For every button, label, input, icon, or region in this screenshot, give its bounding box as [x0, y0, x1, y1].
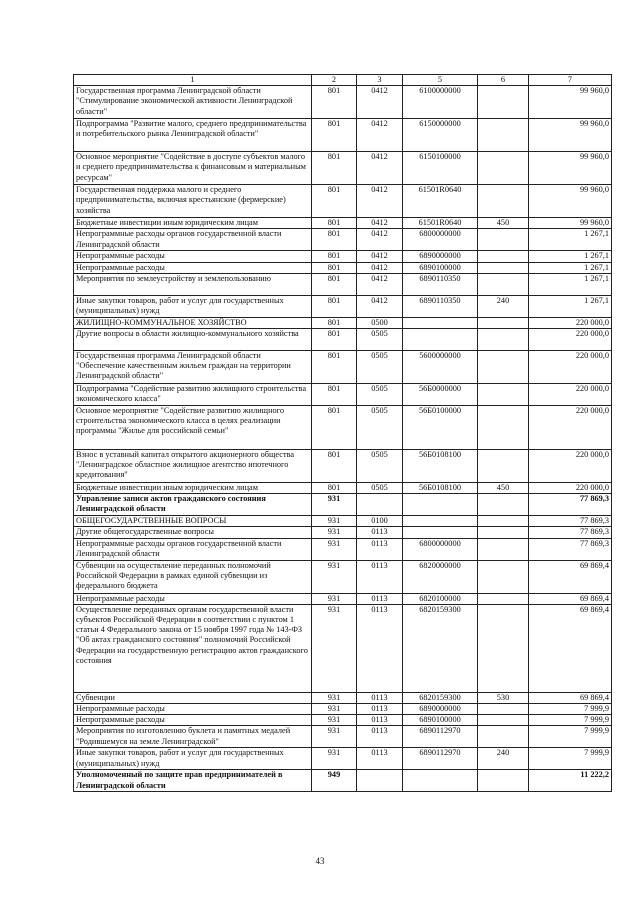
table-row [74, 295, 612, 317]
row-expense-type-cell [478, 604, 529, 692]
row-target-cell: 6820159300 [403, 604, 478, 692]
row-name-cell: Основное мероприятие "Содействие в доступе субъектов малого и среднего предпринимательства к финансовым и материальным ресурсам" [74, 152, 312, 185]
row-name-cell: Осуществление переданных органам государственной власти субъектов Российской Федерации в соответствии с пунктом 1 статьи 4 Федерального закона от 15 ноября 1997 года № 143-ФЗ "Об актах гражданского состояния" полномочий Российской Федерации на государственную регистрацию актов гражданского состояния [74, 604, 312, 692]
row-name-cell: ЖИЛИЩНО-КОММУНАЛЬНОЕ ХОЗЯЙСТВО [74, 317, 312, 328]
row-target-cell: 6890000000 [403, 704, 478, 715]
row-target-cell: 6800000000 [403, 538, 478, 560]
row-section-cell: 0113 [357, 692, 403, 703]
row-section-cell: 0113 [357, 527, 403, 538]
row-name-cell: Непрограммные расходы [74, 262, 312, 273]
table-row [74, 273, 612, 295]
row-amount-cell: 69 869,4 [529, 692, 612, 703]
row-target-cell [403, 329, 478, 351]
row-section-cell: 0412 [357, 218, 403, 229]
row-target-cell: 61501R0640 [403, 185, 478, 218]
table-row [74, 593, 612, 604]
row-section-cell: 0100 [357, 516, 403, 527]
row-amount-cell: 99 960,0 [529, 218, 612, 229]
row-name-cell: Управление записи актов гражданского состояния Ленинградской области [74, 494, 312, 516]
row-ved-cell: 931 [312, 494, 357, 516]
row-section-cell: 0412 [357, 262, 403, 273]
row-amount-cell: 99 960,0 [529, 119, 612, 152]
row-ved-cell: 931 [312, 604, 357, 692]
row-section-cell: 0505 [357, 329, 403, 351]
row-ved-cell: 801 [312, 384, 357, 406]
row-expense-type-cell: 240 [478, 748, 529, 770]
table-row [74, 229, 612, 251]
row-target-cell: 6890100000 [403, 715, 478, 726]
row-section-cell: 0505 [357, 483, 403, 494]
row-name-cell: Бюджетные инвестиции иным юридическим лицам [74, 483, 312, 494]
row-ved-cell: 801 [312, 86, 357, 119]
row-ved-cell: 801 [312, 273, 357, 295]
table-row [74, 351, 612, 384]
row-amount-cell: 1 267,1 [529, 273, 612, 295]
row-section-cell: 0113 [357, 748, 403, 770]
row-amount-cell: 7 999,9 [529, 715, 612, 726]
row-section-cell: 0505 [357, 450, 403, 483]
row-ved-cell: 801 [312, 329, 357, 351]
row-expense-type-cell [478, 715, 529, 726]
row-section-cell: 0412 [357, 273, 403, 295]
row-expense-type-cell [478, 86, 529, 119]
row-amount-cell: 77 869,3 [529, 538, 612, 560]
table-row [74, 483, 612, 494]
row-amount-cell: 1 267,1 [529, 251, 612, 262]
row-section-cell: 0505 [357, 406, 403, 450]
row-name-cell: ОБЩЕГОСУДАРСТВЕННЫЕ ВОПРОСЫ [74, 516, 312, 527]
table-row [74, 329, 612, 351]
row-name-cell: Иные закупки товаров, работ и услуг для государственных (муниципальных) нужд [74, 295, 312, 317]
row-expense-type-cell [478, 726, 529, 748]
row-target-cell: 6890110350 [403, 273, 478, 295]
row-section-cell [357, 770, 403, 792]
row-amount-cell: 220 000,0 [529, 483, 612, 494]
row-expense-type-cell [478, 516, 529, 527]
row-ved-cell: 801 [312, 450, 357, 483]
row-name-cell: Государственная программа Ленинградской области "Стимулирование экономической активности Ленинградской области" [74, 86, 312, 119]
row-ved-cell: 931 [312, 527, 357, 538]
row-target-cell: 6890100000 [403, 262, 478, 273]
row-ved-cell: 801 [312, 251, 357, 262]
row-expense-type-cell [478, 273, 529, 295]
row-amount-cell: 99 960,0 [529, 86, 612, 119]
row-target-cell: 6150100000 [403, 152, 478, 185]
row-amount-cell: 77 869,3 [529, 494, 612, 516]
row-target-cell: 6820159300 [403, 692, 478, 703]
row-name-cell: Непрограммные расходы [74, 593, 312, 604]
table-row [74, 384, 612, 406]
row-section-cell: 0113 [357, 538, 403, 560]
row-name-cell: Бюджетные инвестиции иным юридическим лицам [74, 218, 312, 229]
row-ved-cell: 801 [312, 351, 357, 384]
row-expense-type-cell [478, 494, 529, 516]
row-name-cell: Мероприятия по изготовлению буклета и памятных медалей "Родившемуся на земле Ленинградской" [74, 726, 312, 748]
row-section-cell: 0412 [357, 251, 403, 262]
row-expense-type-cell [478, 406, 529, 450]
row-ved-cell: 801 [312, 185, 357, 218]
row-amount-cell: 7 999,9 [529, 748, 612, 770]
row-ved-cell: 801 [312, 262, 357, 273]
table-row [74, 262, 612, 273]
row-section-cell: 0113 [357, 704, 403, 715]
row-ved-cell: 801 [312, 317, 357, 328]
table-row [74, 119, 612, 152]
table-row [74, 527, 612, 538]
row-ved-cell: 801 [312, 119, 357, 152]
table-row [74, 516, 612, 527]
row-section-cell: 0113 [357, 604, 403, 692]
row-target-cell [403, 317, 478, 328]
row-expense-type-cell [478, 317, 529, 328]
table-row [74, 185, 612, 218]
row-expense-type-cell: 240 [478, 295, 529, 317]
row-target-cell: 6100000000 [403, 86, 478, 119]
row-name-cell: Подпрограмма "Развитие малого, среднего предпринимательства и потребительского рынка Ленинградской области" [74, 119, 312, 152]
row-target-cell: 6890112970 [403, 726, 478, 748]
row-target-cell: 56Б0108100 [403, 450, 478, 483]
row-section-cell: 0505 [357, 351, 403, 384]
row-ved-cell: 931 [312, 538, 357, 560]
row-ved-cell: 931 [312, 516, 357, 527]
row-expense-type-cell [478, 185, 529, 218]
page-number: 43 [315, 856, 325, 866]
row-target-cell: 56Б0100000 [403, 406, 478, 450]
row-name-cell: Взнос в уставный капитал открытого акционерного общества "Ленинградское областное жилищное агентство ипотечного кредитования" [74, 450, 312, 483]
row-expense-type-cell [478, 229, 529, 251]
row-name-cell: Субвенции [74, 692, 312, 703]
row-section-cell: 0412 [357, 152, 403, 185]
row-name-cell: Основное мероприятие "Содействие развитию жилищного строительства экономического класса в целях реализации программы "Жилье для российской семьи" [74, 406, 312, 450]
row-amount-cell: 220 000,0 [529, 384, 612, 406]
row-name-cell: Непрограммные расходы [74, 704, 312, 715]
row-target-cell: 61501R0640 [403, 218, 478, 229]
row-target-cell: 5600000000 [403, 351, 478, 384]
row-name-cell: Государственная программа Ленинградской области "Обеспечение качественным жильем граждан на территории Ленинградской области" [74, 351, 312, 384]
table-row [74, 406, 612, 450]
table-row [74, 494, 612, 516]
row-name-cell: Непрограммные расходы [74, 715, 312, 726]
table-row [74, 538, 612, 560]
row-target-cell: 6820100000 [403, 593, 478, 604]
row-name-cell: Другие вопросы в области жилищно-коммунального хозяйства [74, 329, 312, 351]
table-body [74, 86, 612, 792]
row-expense-type-cell [478, 119, 529, 152]
row-target-cell [403, 516, 478, 527]
row-target-cell: 6800000000 [403, 229, 478, 251]
table-row [74, 560, 612, 593]
table-row [74, 604, 612, 692]
header-cell-amount: 7 [529, 75, 612, 86]
row-expense-type-cell: 530 [478, 692, 529, 703]
row-amount-cell: 69 869,4 [529, 593, 612, 604]
row-ved-cell: 801 [312, 483, 357, 494]
table-row [74, 704, 612, 715]
table-row [74, 715, 612, 726]
row-section-cell: 0412 [357, 295, 403, 317]
row-expense-type-cell [478, 538, 529, 560]
row-section-cell: 0412 [357, 185, 403, 218]
row-ved-cell: 931 [312, 593, 357, 604]
row-name-cell: Другие общегосударственные вопросы [74, 527, 312, 538]
table-row [74, 317, 612, 328]
row-amount-cell: 77 869,3 [529, 516, 612, 527]
row-amount-cell: 1 267,1 [529, 229, 612, 251]
row-target-cell: 56Б0108100 [403, 483, 478, 494]
row-amount-cell: 7 999,9 [529, 726, 612, 748]
row-target-cell: 6150000000 [403, 119, 478, 152]
row-expense-type-cell [478, 152, 529, 185]
row-amount-cell: 77 869,3 [529, 527, 612, 538]
row-expense-type-cell [478, 384, 529, 406]
row-target-cell: 6890112970 [403, 748, 478, 770]
row-section-cell: 0113 [357, 726, 403, 748]
row-expense-type-cell [478, 329, 529, 351]
row-ved-cell: 931 [312, 726, 357, 748]
row-name-cell: Государственная поддержка малого и среднего предпринимательства, включая крестьянские (фермерские) хозяйства [74, 185, 312, 218]
row-section-cell: 0505 [357, 384, 403, 406]
row-ved-cell: 931 [312, 560, 357, 593]
row-expense-type-cell [478, 251, 529, 262]
table-header-row [74, 75, 612, 86]
row-expense-type-cell [478, 262, 529, 273]
row-amount-cell: 220 000,0 [529, 450, 612, 483]
row-amount-cell: 7 999,9 [529, 704, 612, 715]
row-expense-type-cell [478, 527, 529, 538]
table-row [74, 86, 612, 119]
row-expense-type-cell: 450 [478, 218, 529, 229]
row-ved-cell: 801 [312, 406, 357, 450]
table-row [74, 770, 612, 792]
header-cell-target: 5 [403, 75, 478, 86]
row-name-cell: Субвенции на осуществление переданных полномочий Российской Федерации в рамках единой субвенции из федерального бюджета [74, 560, 312, 593]
row-section-cell: 0412 [357, 229, 403, 251]
row-section-cell: 0412 [357, 119, 403, 152]
row-amount-cell: 99 960,0 [529, 152, 612, 185]
row-expense-type-cell [478, 351, 529, 384]
row-expense-type-cell: 450 [478, 483, 529, 494]
table-row [74, 450, 612, 483]
row-expense-type-cell [478, 770, 529, 792]
row-ved-cell: 801 [312, 295, 357, 317]
row-target-cell: 6890000000 [403, 251, 478, 262]
row-name-cell: Непрограммные расходы органов государственной власти Ленинградской области [74, 229, 312, 251]
table-row [74, 726, 612, 748]
row-amount-cell: 1 267,1 [529, 262, 612, 273]
row-amount-cell: 220 000,0 [529, 406, 612, 450]
table-row [74, 218, 612, 229]
row-target-cell [403, 527, 478, 538]
row-section-cell: 0500 [357, 317, 403, 328]
row-target-cell: 6820000000 [403, 560, 478, 593]
row-expense-type-cell [478, 450, 529, 483]
row-amount-cell: 99 960,0 [529, 185, 612, 218]
table-row [74, 692, 612, 703]
header-cell-name: 1 [74, 75, 312, 86]
row-target-cell: 56Б0000000 [403, 384, 478, 406]
row-target-cell: 6890110350 [403, 295, 478, 317]
row-name-cell: Мероприятия по землеустройству и землепользованию [74, 273, 312, 295]
row-amount-cell: 1 267,1 [529, 295, 612, 317]
row-ved-cell: 801 [312, 229, 357, 251]
row-section-cell: 0113 [357, 715, 403, 726]
row-amount-cell: 220 000,0 [529, 329, 612, 351]
row-name-cell: Уполномоченный по защите прав предпринимателей в Ленинградской области [74, 770, 312, 792]
row-expense-type-cell [478, 593, 529, 604]
row-amount-cell: 11 222,2 [529, 770, 612, 792]
row-amount-cell: 69 869,4 [529, 604, 612, 692]
row-amount-cell: 220 000,0 [529, 351, 612, 384]
row-name-cell: Непрограммные расходы [74, 251, 312, 262]
row-target-cell [403, 494, 478, 516]
row-ved-cell: 931 [312, 748, 357, 770]
table-row [74, 251, 612, 262]
row-ved-cell: 931 [312, 692, 357, 703]
row-expense-type-cell [478, 560, 529, 593]
row-ved-cell: 801 [312, 218, 357, 229]
row-amount-cell: 69 869,4 [529, 560, 612, 593]
row-ved-cell: 931 [312, 715, 357, 726]
row-target-cell [403, 770, 478, 792]
header-cell-ved: 2 [312, 75, 357, 86]
row-expense-type-cell [478, 704, 529, 715]
row-ved-cell: 931 [312, 704, 357, 715]
row-name-cell: Непрограммные расходы органов государственной власти Ленинградской области [74, 538, 312, 560]
row-name-cell: Подпрограмма "Содействие развитию жилищного строительства экономического класса" [74, 384, 312, 406]
table-row [74, 152, 612, 185]
row-section-cell [357, 494, 403, 516]
table-row [74, 748, 612, 770]
row-section-cell: 0113 [357, 560, 403, 593]
header-cell-expense-type: 6 [478, 75, 529, 86]
row-ved-cell: 949 [312, 770, 357, 792]
budget-table [73, 74, 612, 792]
row-amount-cell: 220 000,0 [529, 317, 612, 328]
row-section-cell: 0412 [357, 86, 403, 119]
row-ved-cell: 801 [312, 152, 357, 185]
row-name-cell: Иные закупки товаров, работ и услуг для государственных (муниципальных) нужд [74, 748, 312, 770]
row-section-cell: 0113 [357, 593, 403, 604]
header-cell-section: 3 [357, 75, 403, 86]
